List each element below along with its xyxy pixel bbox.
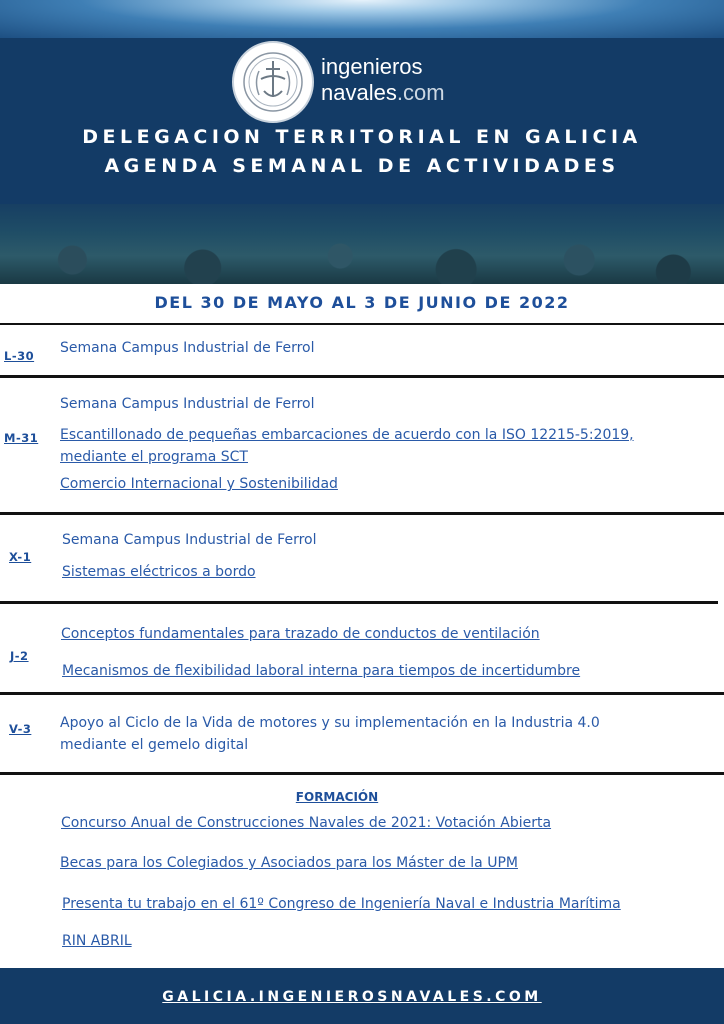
seabed-image [0, 204, 724, 284]
divider [0, 512, 724, 515]
day-label-j2[interactable]: J-2 [10, 649, 29, 663]
formacion-heading[interactable]: FORMACIÓN [295, 790, 379, 804]
logo-domain: .com [396, 80, 445, 105]
event-link[interactable]: Mecanismos de flexibilidad laboral interna para tiempos de incertidumbre [62, 663, 581, 679]
divider [0, 772, 724, 775]
divider [0, 323, 724, 325]
day-label-v3[interactable]: V-3 [9, 722, 32, 736]
formacion-link[interactable]: Concurso Anual de Construcciones Navales de 2021: Votación Abierta [61, 815, 552, 831]
event-item: Apoyo al Ciclo de la Vida de motores y su implementación en la Industria 4.0 [60, 715, 600, 731]
divider [0, 375, 724, 378]
ship-crest-icon [242, 51, 304, 113]
event-link[interactable]: Sistemas eléctricos a bordo [62, 564, 256, 580]
event-item: Semana Campus Industrial de Ferrol [60, 340, 315, 356]
header-title-1: DELEGACION TERRITORIAL EN GALICIA [82, 126, 642, 148]
logo-emblem [232, 41, 314, 123]
footer-url-link[interactable]: GALICIA.INGENIEROSNAVALES.COM [162, 989, 542, 1005]
day-label-m31[interactable]: M-31 [4, 431, 39, 445]
event-item: mediante el gemelo digital [60, 737, 249, 753]
divider [0, 601, 718, 604]
day-label-x1[interactable]: X-1 [9, 550, 32, 564]
formacion-link[interactable]: Presenta tu trabajo en el 61º Congreso de Ingeniería Naval e Industria Marítima [62, 896, 621, 912]
event-item: Semana Campus Industrial de Ferrol [60, 396, 315, 412]
date-range-heading: DEL 30 DE MAYO AL 3 DE JUNIO DE 2022 [154, 293, 570, 312]
logo-wordmark[interactable] [321, 54, 445, 106]
formacion-link[interactable]: Becas para los Colegiados y Asociados para los Máster de la UPM [60, 855, 518, 871]
header-title-2: AGENDA SEMANAL DE ACTIVIDADES [104, 155, 620, 177]
event-link[interactable]: Escantillonado de pequeñas embarcaciones de acuerdo con la ISO 12215-5:2019, [60, 427, 634, 443]
event-link[interactable]: Comercio Internacional y Sostenibilidad [60, 476, 338, 492]
day-label-l30[interactable]: L-30 [4, 349, 35, 363]
formacion-link[interactable]: RIN ABRIL [62, 933, 132, 949]
divider [0, 692, 724, 695]
header-water-image [0, 0, 724, 38]
logo-line1: ingenieros [321, 54, 423, 79]
event-item: Semana Campus Industrial de Ferrol [62, 532, 317, 548]
event-link[interactable]: Conceptos fundamentales para trazado de conductos de ventilación [61, 626, 540, 642]
event-link[interactable]: mediante el programa SCT [60, 449, 248, 465]
logo-line2: navales [321, 80, 397, 105]
